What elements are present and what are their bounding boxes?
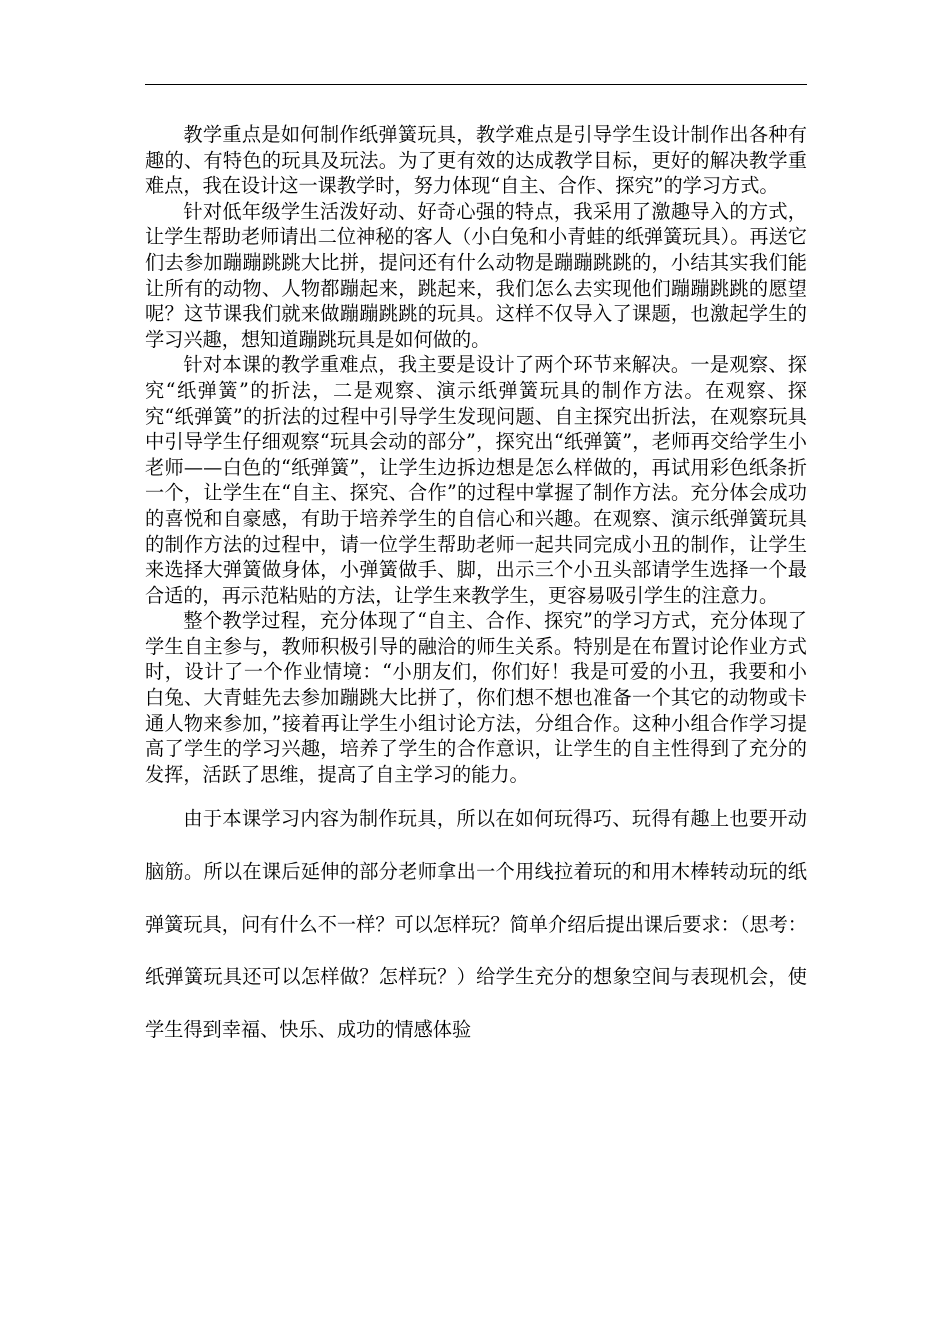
paragraph-after-class-extension: 由于本课学习内容为制作玩具，所以在如何玩得巧、玩得有趣上也要开动脑筋。所以在课后延伸的部分老师拿出一个用线拉着玩的和用木棒转动玩的纸弹簧玩具，问有什么不一样？可以怎样玩？简单介绍后提出课后要求：（思考：纸弹簧玩具还可以怎样做？怎样玩？）给学生充分的想象空间与表现机会，使学生得到幸福、快乐、成功的情感体验 (145, 807, 807, 1041)
paragraph-teaching-focus: 教学重点是如何制作纸弹簧玩具，教学难点是引导学生设计制作出各种有趣的、有特色的玩具及玩法。为了更有效的达成教学目标，更好的解决教学重难点，我在设计这一课教学时，努力体现“自主、合作、探究”的学习方式。 (145, 123, 807, 198)
paragraph-teaching-process: 整个教学过程，充分体现了“自主、合作、探究”的学习方式，充分体现了学生自主参与，教师积极引导的融洽的师生关系。特别是在布置讨论作业方式时，设计了一个作业情境：“小朋友们，你们好！我是可爱的小丑，我要和小白兔、大青蛙先去参加蹦跳大比拼了，你们想不想也准备一个其它的动物或卡通人物来参加，”接着再让学生小组讨论方法，分组合作。这种小组合作学习提高了学生的学习兴趣，培养了学生的合作意识，让学生的自主性得到了充分的发挥，活跃了思维，提高了自主学习的能力。 (145, 609, 807, 786)
paragraph-lesson-introduction: 针对低年级学生活泼好动、好奇心强的特点，我采用了激趣导入的方式，让学生帮助老师请出二位神秘的客人（小白兔和小青蛙的纸弹簧玩具）。再送它们去参加蹦蹦跳跳大比拼，提问还有什么动物是蹦蹦跳跳的，小结其实我们能让所有的动物、人物都蹦起来，跳起来，我们怎么去实现他们蹦蹦跳跳的愿望呢？这节课我们就来做蹦蹦跳跳的玩具。这样不仅导入了课题，也激起学生的学习兴趣，想知道蹦跳玩具是如何做的。 (145, 199, 807, 351)
header-rule (145, 84, 807, 85)
document-body (145, 122, 807, 1056)
paragraph-key-difficulties: 针对本课的教学重难点，我主要是设计了两个环节来解决。一是观察、探究“纸弹簧”的折法，二是观察、演示纸弹簧玩具的制作方法。在观察、探究“纸弹簧”的折法的过程中引导学生发现问题、自主探究出折法，在观察玩具中引导学生仔细观察“玩具会动的部分”，探究出“纸弹簧”，老师再交给学生小老师——白色的“纸弹簧”，让学生边拆边想是怎么样做的，再试用彩色纸条折一个，让学生在“自主、探究、合作”的过程中掌握了制作方法。充分体会成功的喜悦和自豪感，有助于培养学生的自信心和兴趣。在观察、演示纸弹簧玩具的制作方法的过程中，请一位学生帮助老师一起共同完成小丑的制作，让学生来选择大弹簧做身体，小弹簧做手、脚，出示三个小丑头部请学生选择一个最合适的，再示范粘贴的方法，让学生来教学生，更容易吸引学生的注意力。 (145, 353, 807, 607)
